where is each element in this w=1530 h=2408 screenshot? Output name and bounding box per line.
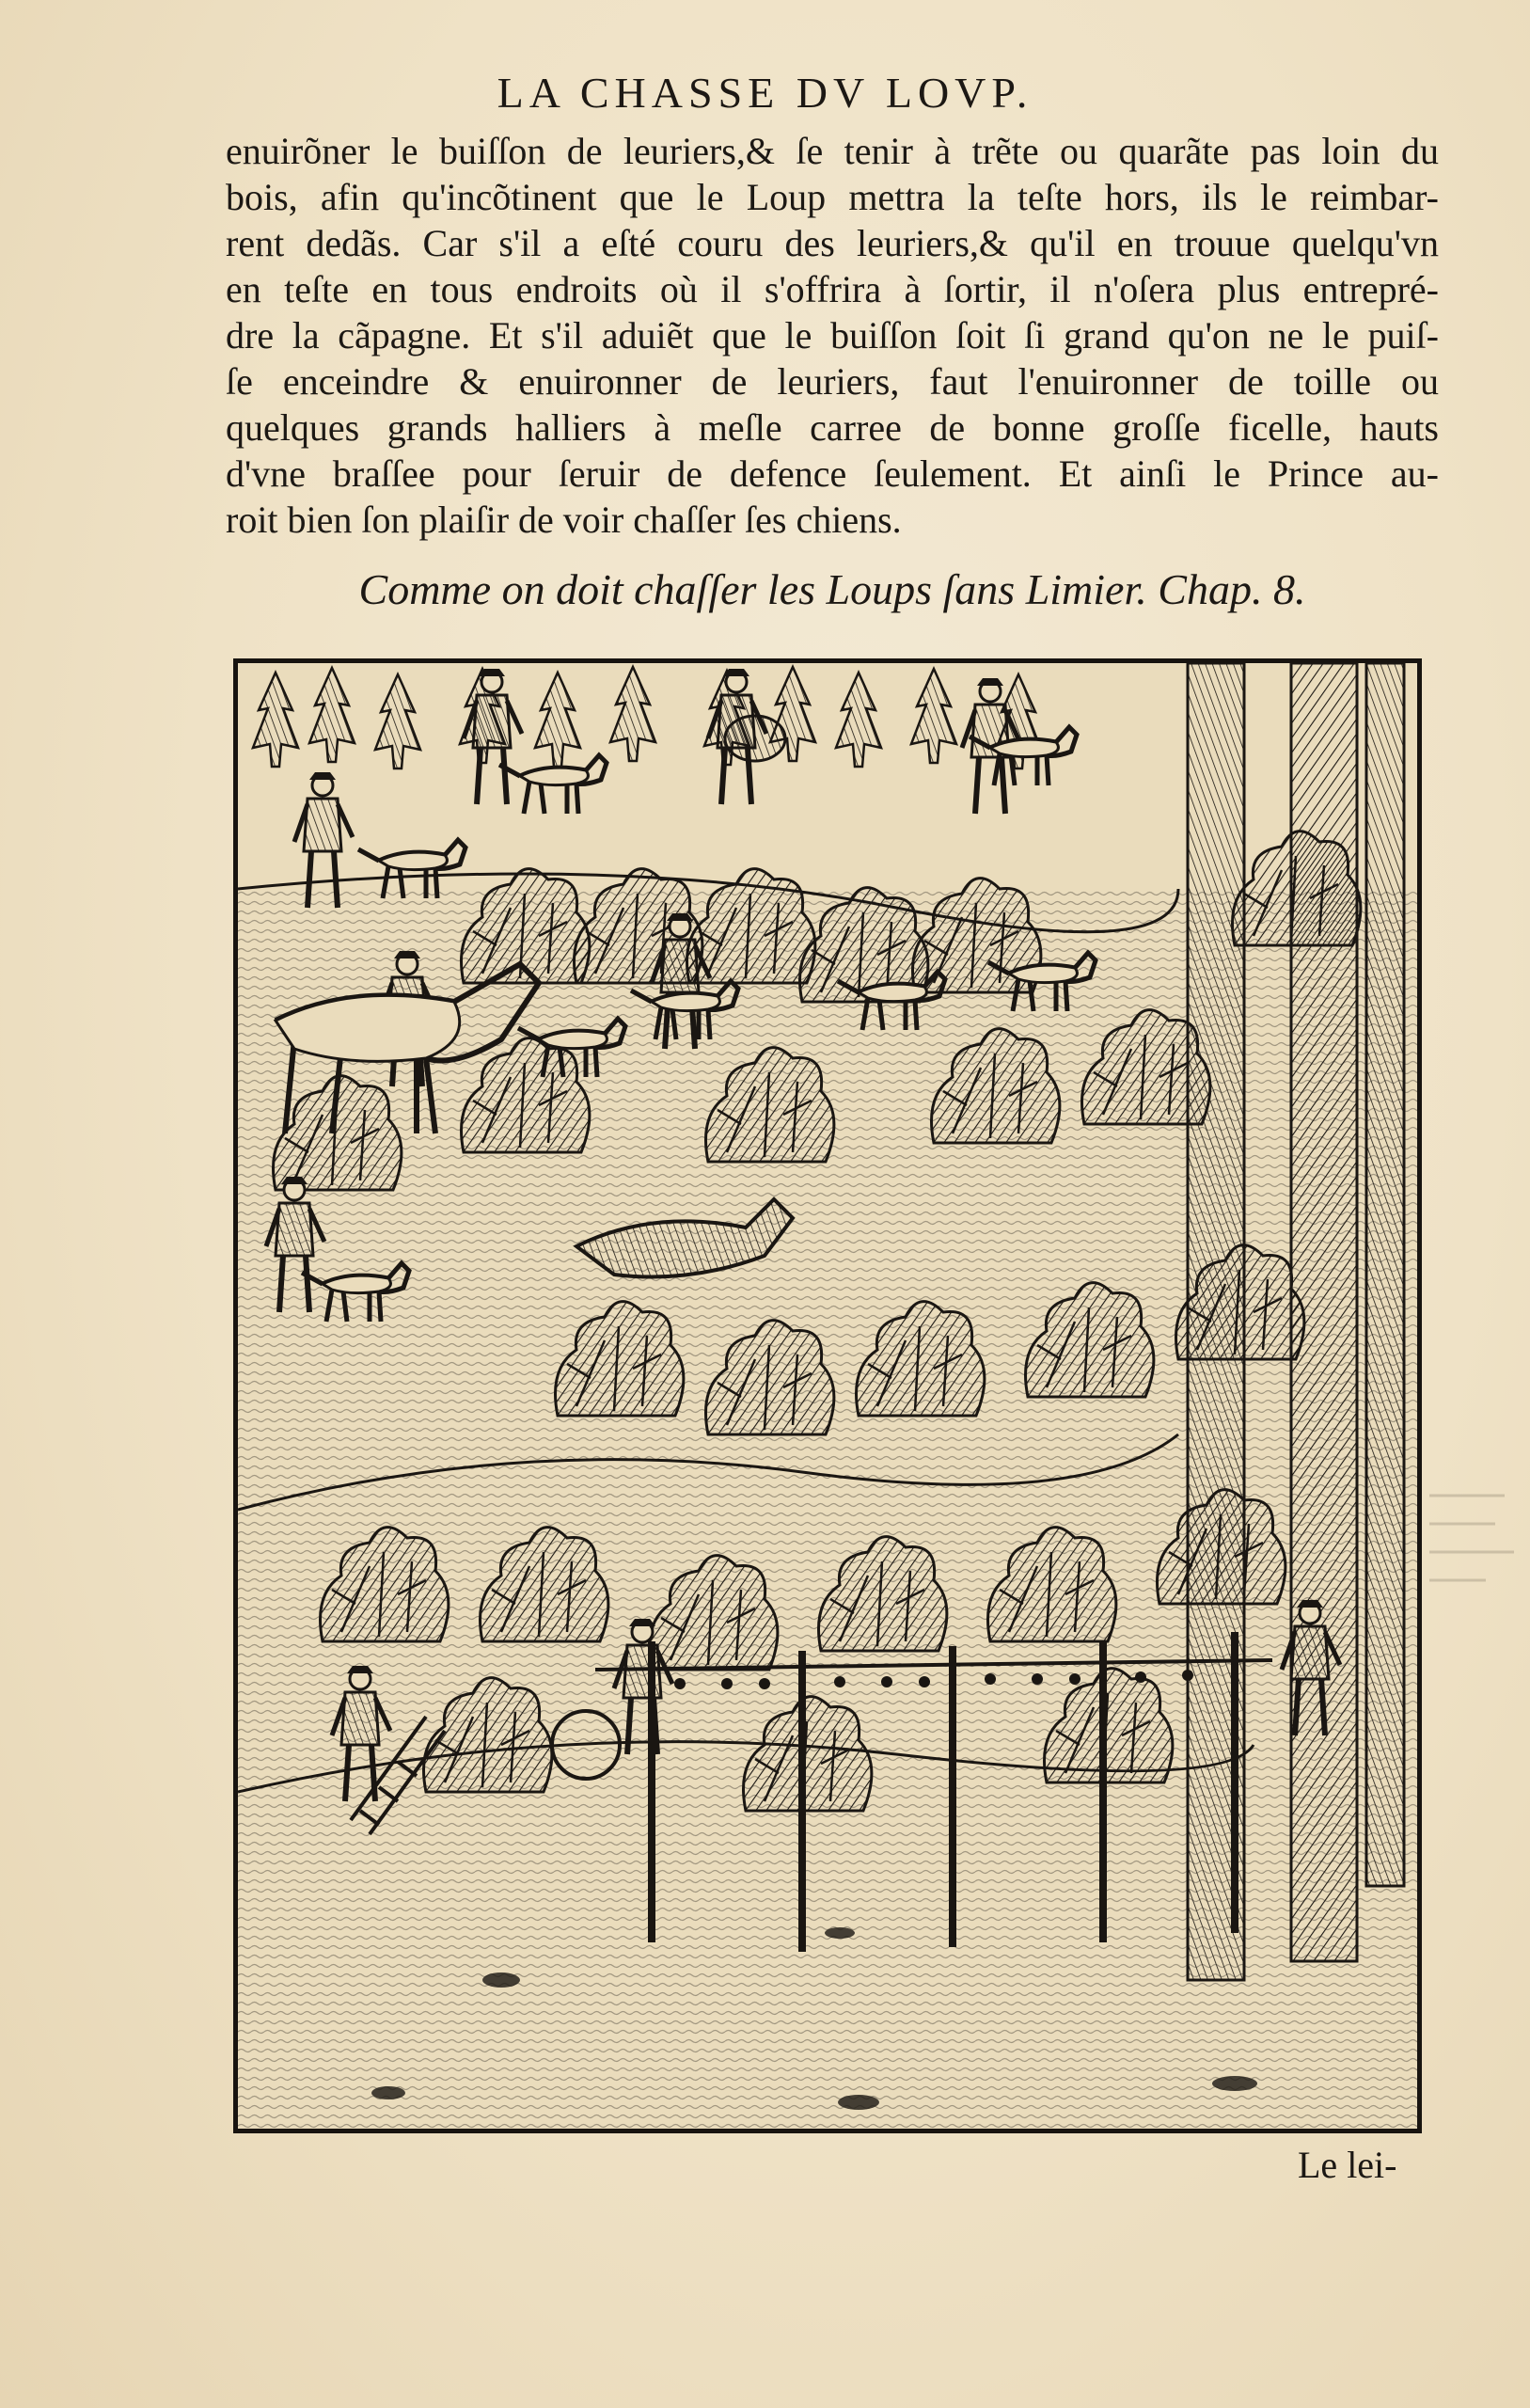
chapter-heading: Comme on doit chaſſer les Loups ſans Limier. Chap. 8.: [358, 565, 1306, 613]
text-line: d'vne braſſee pour ſeruir de defence ſeulement. Et ainſi le Prince au-: [226, 452, 1439, 495]
text-line: en teſte en tous endroits où il s'offrira à ſortir, il n'oſera plus entrepré-: [226, 268, 1439, 310]
show-through-ink: [1420, 1467, 1523, 1862]
text-line: rent dedãs. Car s'il a eſté couru des leuriers,& qu'il en trouue quelqu'vn: [226, 222, 1439, 264]
text-line: roit bien ſon plaiſir de voir chaſſer ſes chiens.: [226, 499, 902, 541]
woodcut-illustration: [233, 658, 1422, 2133]
catchword: Le lei-: [1298, 2144, 1397, 2186]
woodcut-wolf-hunt-icon: [238, 663, 1417, 2129]
text-line: enuirõner le buiſſon de leuriers,& ſe tenir à trẽte ou quarãte pas loin du: [226, 130, 1439, 172]
body-text: [226, 128, 1439, 543]
text-line: bois, afin qu'incõtinent que le Loup mettra la teſte hors, ils le reimbar-: [226, 176, 1439, 218]
running-head: LA CHASSE DV LOVP.: [497, 69, 1033, 117]
text-line: quelques grands halliers à meſle carree de bonne groſſe ficelle, hauts: [226, 406, 1439, 449]
text-line: dre la cãpagne. Et s'il aduiẽt que le buiſſon ſoit ſi grand qu'on ne le puiſ-: [226, 314, 1439, 356]
text-line: ſe enceindre & enuironner de leuriers, faut l'enuironner de toille ou: [226, 360, 1439, 403]
